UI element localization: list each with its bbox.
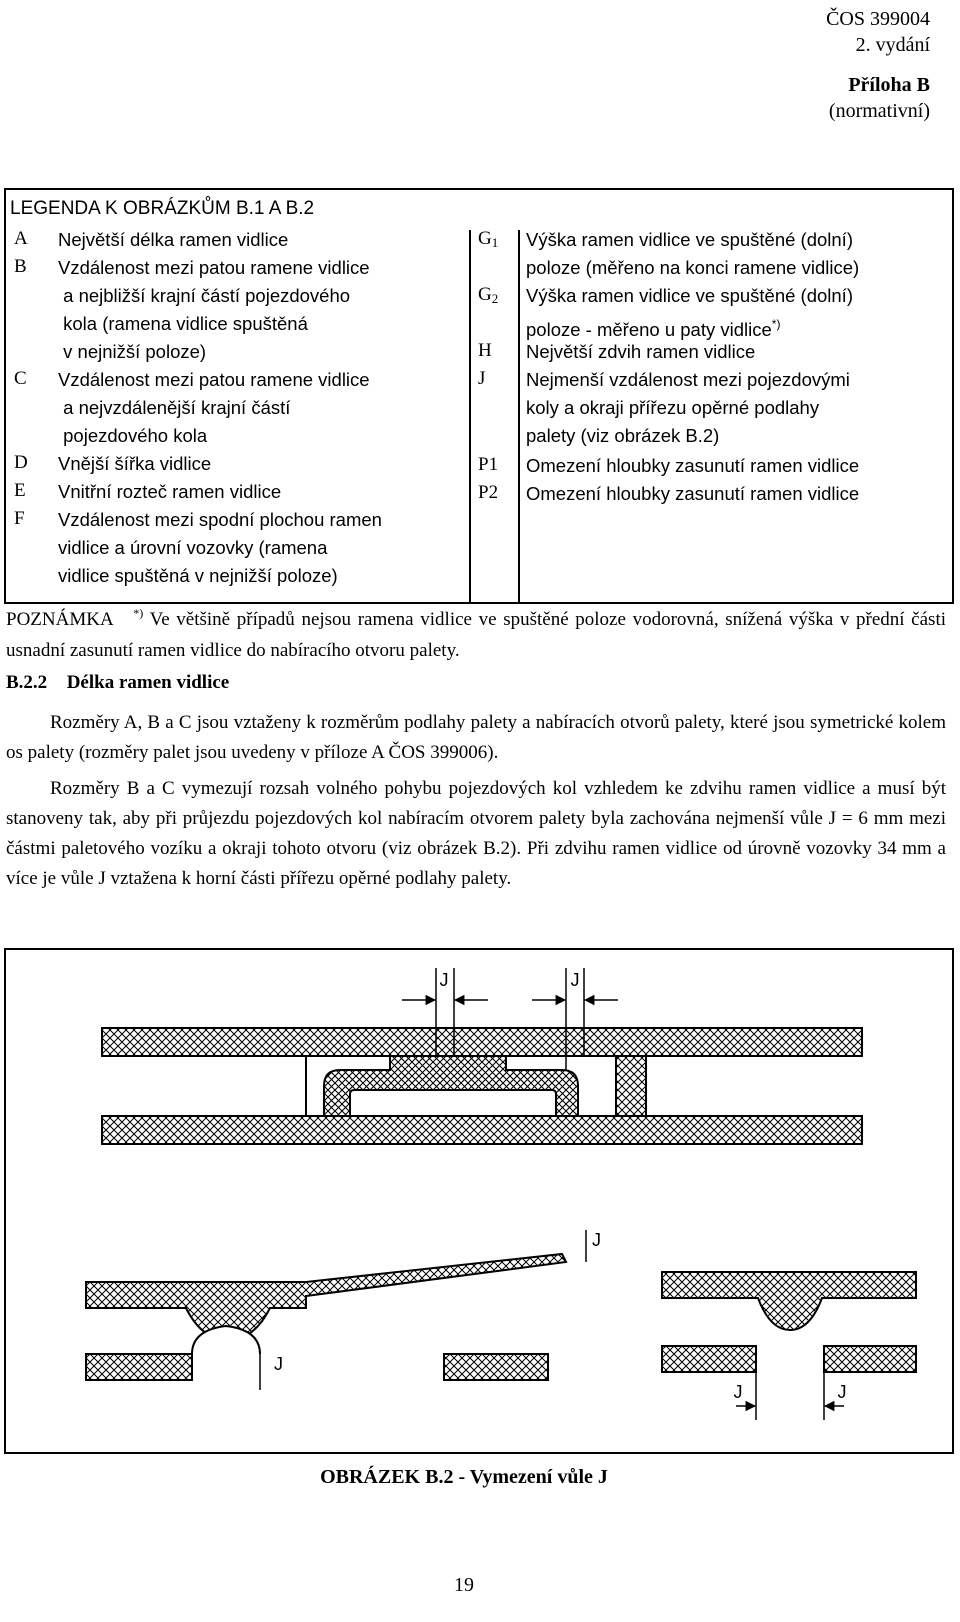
legend-symbol xyxy=(478,226,498,256)
legend-divider xyxy=(518,230,520,602)
bottom-right-drawing xyxy=(662,1272,916,1420)
standard-number: ČOS 399004 xyxy=(826,8,930,30)
paragraph: Rozměry A, B a C jsou vztaženy k rozměrům podlahy palety a nabíracích otvorů palety, které jsou symetrické kolem os palety (rozměry palet jsou uvedeny v příloze A ČOS 399006). xyxy=(6,712,946,763)
legend-description: v nejnižší poloze) xyxy=(58,341,207,362)
label-j: J xyxy=(570,970,580,990)
legend-description-text: poloze - měřeno u paty vidlice xyxy=(526,319,772,340)
legend-description-text: Omezení hloubky zasunutí ramen vidlice xyxy=(526,455,860,476)
legend-symbol xyxy=(478,480,498,506)
legend-symbol: F xyxy=(14,508,25,529)
annex-type: (normativní) xyxy=(828,100,930,122)
legend-description xyxy=(526,226,853,254)
legend-description: Největší délka ramen vidlice xyxy=(58,229,289,250)
legend-description: a nejvzdálenější krajní částí xyxy=(58,397,291,418)
legend-description: Vnější šířka vidlice xyxy=(58,453,212,474)
legend-description: kola (ramena vidlice spuštěná xyxy=(58,313,308,334)
legend-description xyxy=(526,394,819,422)
legend-description-text: poloze (měřeno na konci ramene vidlice) xyxy=(526,257,860,278)
legend-description: Vzdálenost mezi patou ramene vidlice xyxy=(58,257,370,278)
top-drawing xyxy=(102,968,862,1144)
legend-symbol xyxy=(478,452,498,478)
legend-description-text: Nejmenší vzdálenost mezi pojezdovými xyxy=(526,369,850,390)
legend-symbol-subscript: 2 xyxy=(491,291,499,306)
legend-description xyxy=(526,422,719,450)
legend-symbol xyxy=(478,338,492,364)
legend-symbol: B xyxy=(14,256,27,277)
label-j: J xyxy=(733,1382,743,1402)
annex-title: Příloha B xyxy=(848,74,930,96)
legend-description-text: Omezení hloubky zasunutí ramen vidlice xyxy=(526,483,860,504)
legend-description-text: Výška ramen vidlice ve spuštěné (dolní) xyxy=(526,285,853,306)
legend-symbol xyxy=(478,282,498,312)
label-j: J xyxy=(592,1230,601,1250)
note-marker: *) xyxy=(133,606,144,620)
legend-symbol-text: G xyxy=(478,228,492,249)
section-title: Délka ramen vidlice xyxy=(66,672,230,693)
page-number: 19 xyxy=(454,1574,474,1596)
note xyxy=(6,598,946,666)
section-heading xyxy=(6,668,946,698)
paragraph: Rozměry B a C vymezují rozsah volného pohybu pojezdových kol vzhledem ke zdvihu ramen vidlice a musí být stanoveny tak, aby při průjezdu pojezdových kol nabíracím otvorem palety byla zachována nejmenší vůle J = 6 mm mezi částmi paletového vozíku a okraji tohoto otvoru (viz obrázek B.2). Při zdvihu ramen vidlice od úrovně vozovky 34 mm a více je vůle J vztažena k horní části přířezu opěrné podlahy palety. xyxy=(6,778,946,889)
legend-symbol-text: G xyxy=(478,284,492,305)
legend-description xyxy=(526,282,853,310)
label-j: J xyxy=(274,1354,283,1374)
legend-symbol xyxy=(478,366,485,392)
legend-symbol: E xyxy=(14,480,26,501)
legend-symbol: C xyxy=(14,368,27,389)
legend-description xyxy=(526,366,850,394)
legend-symbol-text: J xyxy=(478,368,486,389)
legend-description: a nejbližší krajní částí pojezdového xyxy=(58,285,351,306)
legend-description-text: koly a okraji přířezu opěrné podlahy xyxy=(526,397,820,418)
legend-description: vidlice a úrovní vozovky (ramena xyxy=(58,537,328,558)
legend-box xyxy=(4,188,954,604)
legend-divider xyxy=(469,230,471,602)
legend-description-text: Výška ramen vidlice ve spuštěné (dolní) xyxy=(526,229,853,250)
clearance-diagram xyxy=(6,950,952,1452)
note-label: POZNÁMKA xyxy=(6,609,113,630)
label-j: J xyxy=(439,970,449,990)
footnote-marker: *) xyxy=(771,317,781,331)
legend-description xyxy=(526,452,859,480)
figure-b2 xyxy=(4,948,954,1454)
legend-symbol-text: H xyxy=(478,340,492,361)
legend-description-text: Největší zdvih ramen vidlice xyxy=(526,341,756,362)
legend-description: pojezdového kola xyxy=(58,425,208,446)
legend-description: Vzdálenost mezi patou ramene vidlice xyxy=(58,369,370,390)
legend-description xyxy=(526,480,859,508)
legend-description xyxy=(526,338,755,366)
legend-description xyxy=(526,254,859,282)
legend-title: LEGENDA K OBRÁZKŮM B.1 A B.2 xyxy=(10,198,315,219)
edition: 2. vydání xyxy=(855,34,930,56)
legend-symbol-text: P1 xyxy=(478,454,499,475)
legend-symbol: D xyxy=(14,452,28,473)
legend-description-text: palety (viz obrázek B.2) xyxy=(526,425,720,446)
legend-symbol-subscript: 1 xyxy=(491,235,499,250)
legend-description: vidlice spuštěná v nejnižší poloze) xyxy=(58,565,338,586)
figure-caption: OBRÁZEK B.2 - Vymezení vůle J xyxy=(320,1466,608,1488)
note-text: Ve většině případů nejsou ramena vidlice ve spuštěné poloze vodorovná, snížená výška v přední části usnadní zasunutí ramen vidlice do nabíracího otvoru palety. xyxy=(6,609,946,661)
legend-description: Vzdálenost mezi spodní plochou ramen xyxy=(58,509,382,530)
label-j: J xyxy=(837,1382,847,1402)
legend-symbol-text: P2 xyxy=(478,482,499,503)
legend-description: Vnitřní rozteč ramen vidlice xyxy=(58,481,282,502)
section-number: B.2.2 xyxy=(6,672,48,693)
bottom-left-drawing xyxy=(86,1230,601,1390)
legend-symbol: A xyxy=(14,228,28,249)
